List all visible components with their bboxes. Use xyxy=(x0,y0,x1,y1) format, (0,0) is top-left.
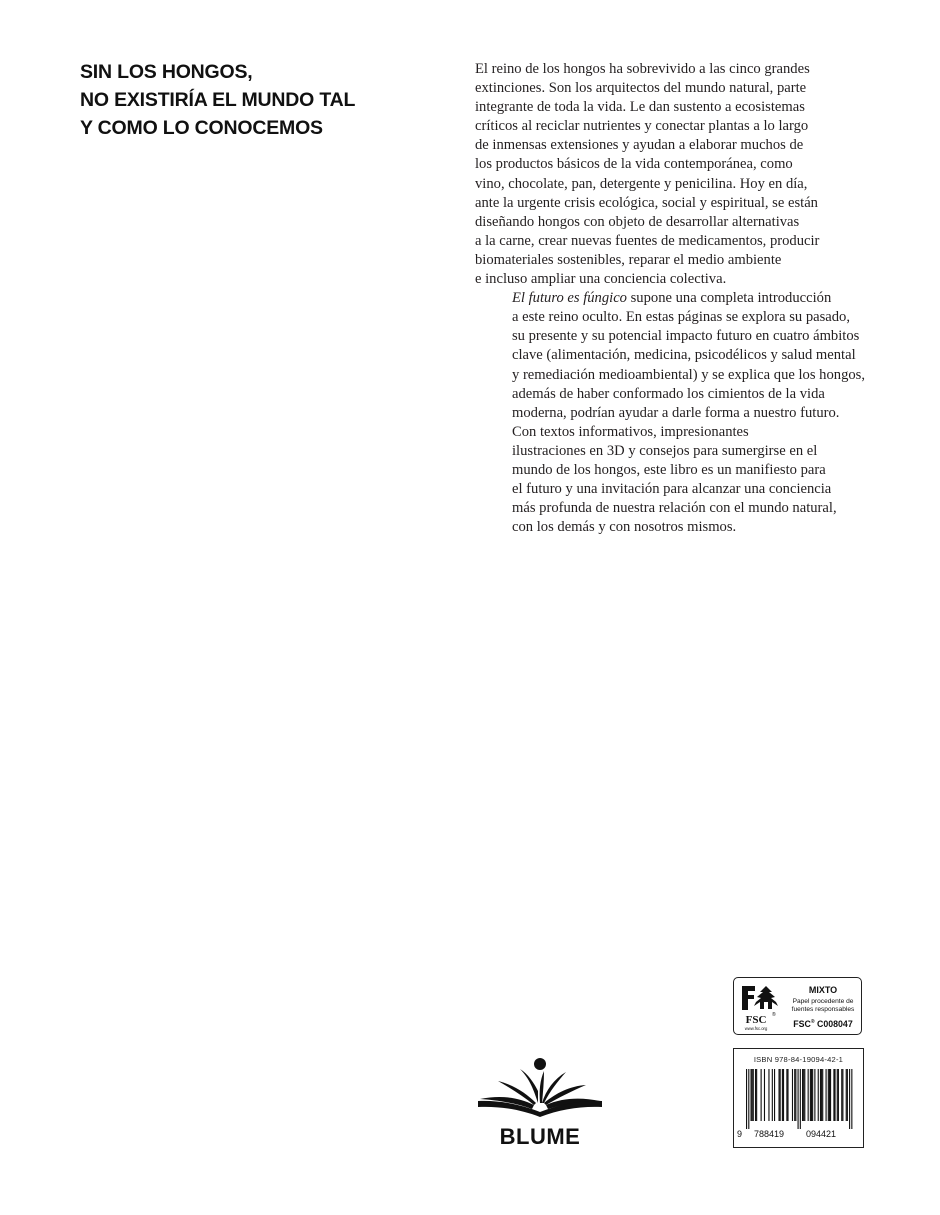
barcode-bar xyxy=(782,1069,783,1121)
barcode-bar xyxy=(833,1069,834,1121)
barcode-bar xyxy=(841,1069,842,1121)
text-line: mundo de los hongos, este libro es un manifiesto para xyxy=(512,461,826,478)
barcode-bar xyxy=(810,1069,811,1121)
barcode-bar xyxy=(778,1069,779,1121)
barcode-bar xyxy=(780,1069,781,1121)
text-line: moderna, podrían ayudar a darle forma a nuestro futuro. xyxy=(512,404,840,421)
barcode-bar xyxy=(834,1069,835,1121)
text-line: su presente y su potencial impacto futuro en cuatro ámbitos xyxy=(512,328,860,345)
barcode-bar xyxy=(748,1069,749,1129)
headline-line: Y COMO LO CONOCEMOS xyxy=(80,117,323,139)
text-line: El reino de los hongos ha sobrevivido a las cinco grandes xyxy=(475,61,810,77)
text-line: y remediación medioambiental) y se explica que los hongos, xyxy=(512,366,865,383)
isbn-barcode xyxy=(733,1048,864,1148)
barcode-bar xyxy=(795,1069,796,1121)
text-line: ante la urgente crisis ecológica, social y espiritual, se están xyxy=(475,194,818,211)
text-line: biomateriales sostenibles, reparar el medio ambiente xyxy=(475,251,782,268)
fsc-url: www.fsc.org xyxy=(744,1026,768,1031)
headline-line: NO EXISTIRÍA EL MUNDO TAL xyxy=(80,89,356,111)
text-line: e incluso ampliar una conciencia colectiva. xyxy=(475,271,727,288)
barcode-bar xyxy=(842,1069,843,1121)
text-line: los productos básicos de la vida contemporánea, como xyxy=(475,156,793,173)
fsc-logo-text: FSC xyxy=(745,1014,767,1026)
fsc-code-mark: ® xyxy=(810,1019,815,1026)
barcode-bar xyxy=(822,1069,823,1121)
fsc-code-prefix: FSC xyxy=(793,1019,811,1029)
text-line: integrante de toda la vida. Le dan sustento a ecosistemas xyxy=(475,99,805,116)
barcode-bar xyxy=(838,1069,839,1121)
barcode-bar xyxy=(837,1069,838,1121)
book-with-plant-icon xyxy=(474,1057,606,1117)
barcode-bar xyxy=(746,1069,747,1129)
fsc-desc-line: Papel procedente de xyxy=(792,998,854,1005)
barcode-bar xyxy=(847,1069,848,1121)
isbn-label: ISBN 978-84-19094-42-1 xyxy=(753,1055,844,1064)
barcode-bar xyxy=(755,1069,756,1121)
barcode-bar xyxy=(761,1069,762,1121)
barcode-digits-right: 094421 xyxy=(806,1129,837,1139)
text-line: además de haber conformado los cimientos de la vida xyxy=(512,385,825,402)
publisher-name: BLUME xyxy=(499,1124,581,1149)
barcode-bar xyxy=(764,1069,765,1121)
text-line: el futuro y una invitación para alcanzar una conciencia xyxy=(512,481,832,498)
barcode-bar xyxy=(818,1069,819,1121)
barcode-bar xyxy=(802,1069,803,1121)
text-line: extinciones. Son los arquitectos del mundo natural, parte xyxy=(475,80,807,97)
text-line: más profunda de nuestra relación con el mundo natural, xyxy=(512,500,837,517)
barcode-bar xyxy=(794,1069,795,1121)
fsc-title: MIXTO xyxy=(808,985,838,995)
barcode-bar xyxy=(820,1069,821,1121)
barcode-bar xyxy=(814,1069,815,1121)
barcode-bar xyxy=(783,1069,784,1121)
barcode-bar xyxy=(774,1069,775,1121)
barcode-bar xyxy=(829,1069,830,1121)
text-line: con los demás y con nosotros mismos. xyxy=(512,519,737,536)
text-line: críticos al reciclar nutrientes y conectar plantas a lo largo xyxy=(475,118,809,135)
barcode-bar xyxy=(800,1069,801,1129)
barcode-bar xyxy=(787,1069,788,1121)
barcode-bar xyxy=(804,1069,805,1121)
text-line: de inmensas extensiones y ayudan a elaborar muchos de xyxy=(475,137,804,154)
barcode-bar xyxy=(772,1069,773,1121)
text-line xyxy=(475,289,850,308)
barcode-bar xyxy=(812,1069,813,1121)
text-fragment: supone una completa introducción xyxy=(626,290,832,307)
fsc-description xyxy=(784,998,862,1014)
barcode-bar xyxy=(811,1069,812,1121)
blurb-text xyxy=(475,60,865,537)
blurb-paragraph-2 xyxy=(475,289,865,423)
barcode-bar xyxy=(750,1069,751,1121)
fsc-registered-mark: ® xyxy=(772,1012,776,1018)
text-line: a la carne, crear nuevas fuentes de medicamentos, producir xyxy=(475,232,820,249)
barcode-bar xyxy=(808,1069,809,1121)
fsc-label xyxy=(733,977,862,1035)
blurb-paragraph-3 xyxy=(475,423,850,538)
barcode-bar xyxy=(786,1069,787,1121)
barcode-bars xyxy=(746,1069,853,1131)
barcode-bar xyxy=(821,1069,822,1121)
text-line: diseñando hongos con objeto de desarrollar alternativas xyxy=(475,213,800,230)
headline xyxy=(80,58,440,142)
barcode-digits xyxy=(734,1129,865,1143)
barcode-bar xyxy=(846,1069,847,1121)
barcode-bar xyxy=(828,1069,829,1121)
fsc-code-number: C008047 xyxy=(814,1019,853,1029)
text-line: a este reino oculto. En estas páginas se explora su pasado, xyxy=(512,309,850,326)
barcode-bar xyxy=(798,1069,799,1129)
fsc-license-code xyxy=(784,1019,862,1029)
barcode-bar xyxy=(753,1069,754,1121)
text-line: ilustraciones en 3D y consejos para sumergirse en el xyxy=(512,442,818,459)
text-line: clave (alimentación, medicina, psicodélicos y salud mental xyxy=(512,347,856,364)
headline-line: SIN LOS HONGOS, xyxy=(80,61,253,83)
barcode-bar xyxy=(849,1069,850,1129)
book-title: El futuro es fúngico xyxy=(512,290,627,307)
text-line: vino, chocolate, pan, detergente y penicilina. Hoy en día, xyxy=(475,175,808,192)
barcode-bar xyxy=(826,1069,827,1121)
barcode-digit-first: 9 xyxy=(737,1129,743,1139)
fsc-desc-line: fuentes responsables xyxy=(791,1006,855,1013)
barcode-bar xyxy=(756,1069,757,1121)
barcode-bar xyxy=(792,1069,793,1121)
blurb-paragraph-1 xyxy=(475,60,850,289)
barcode-bar xyxy=(851,1069,852,1129)
fsc-tree-icon xyxy=(739,982,779,1032)
barcode-bar xyxy=(768,1069,769,1121)
barcode-bar xyxy=(752,1069,753,1121)
barcode-bar xyxy=(803,1069,804,1121)
barcode-bar xyxy=(830,1069,831,1121)
barcode-digits-left: 788419 xyxy=(754,1129,785,1139)
text-line: Con textos informativos, impresionantes xyxy=(512,423,749,440)
